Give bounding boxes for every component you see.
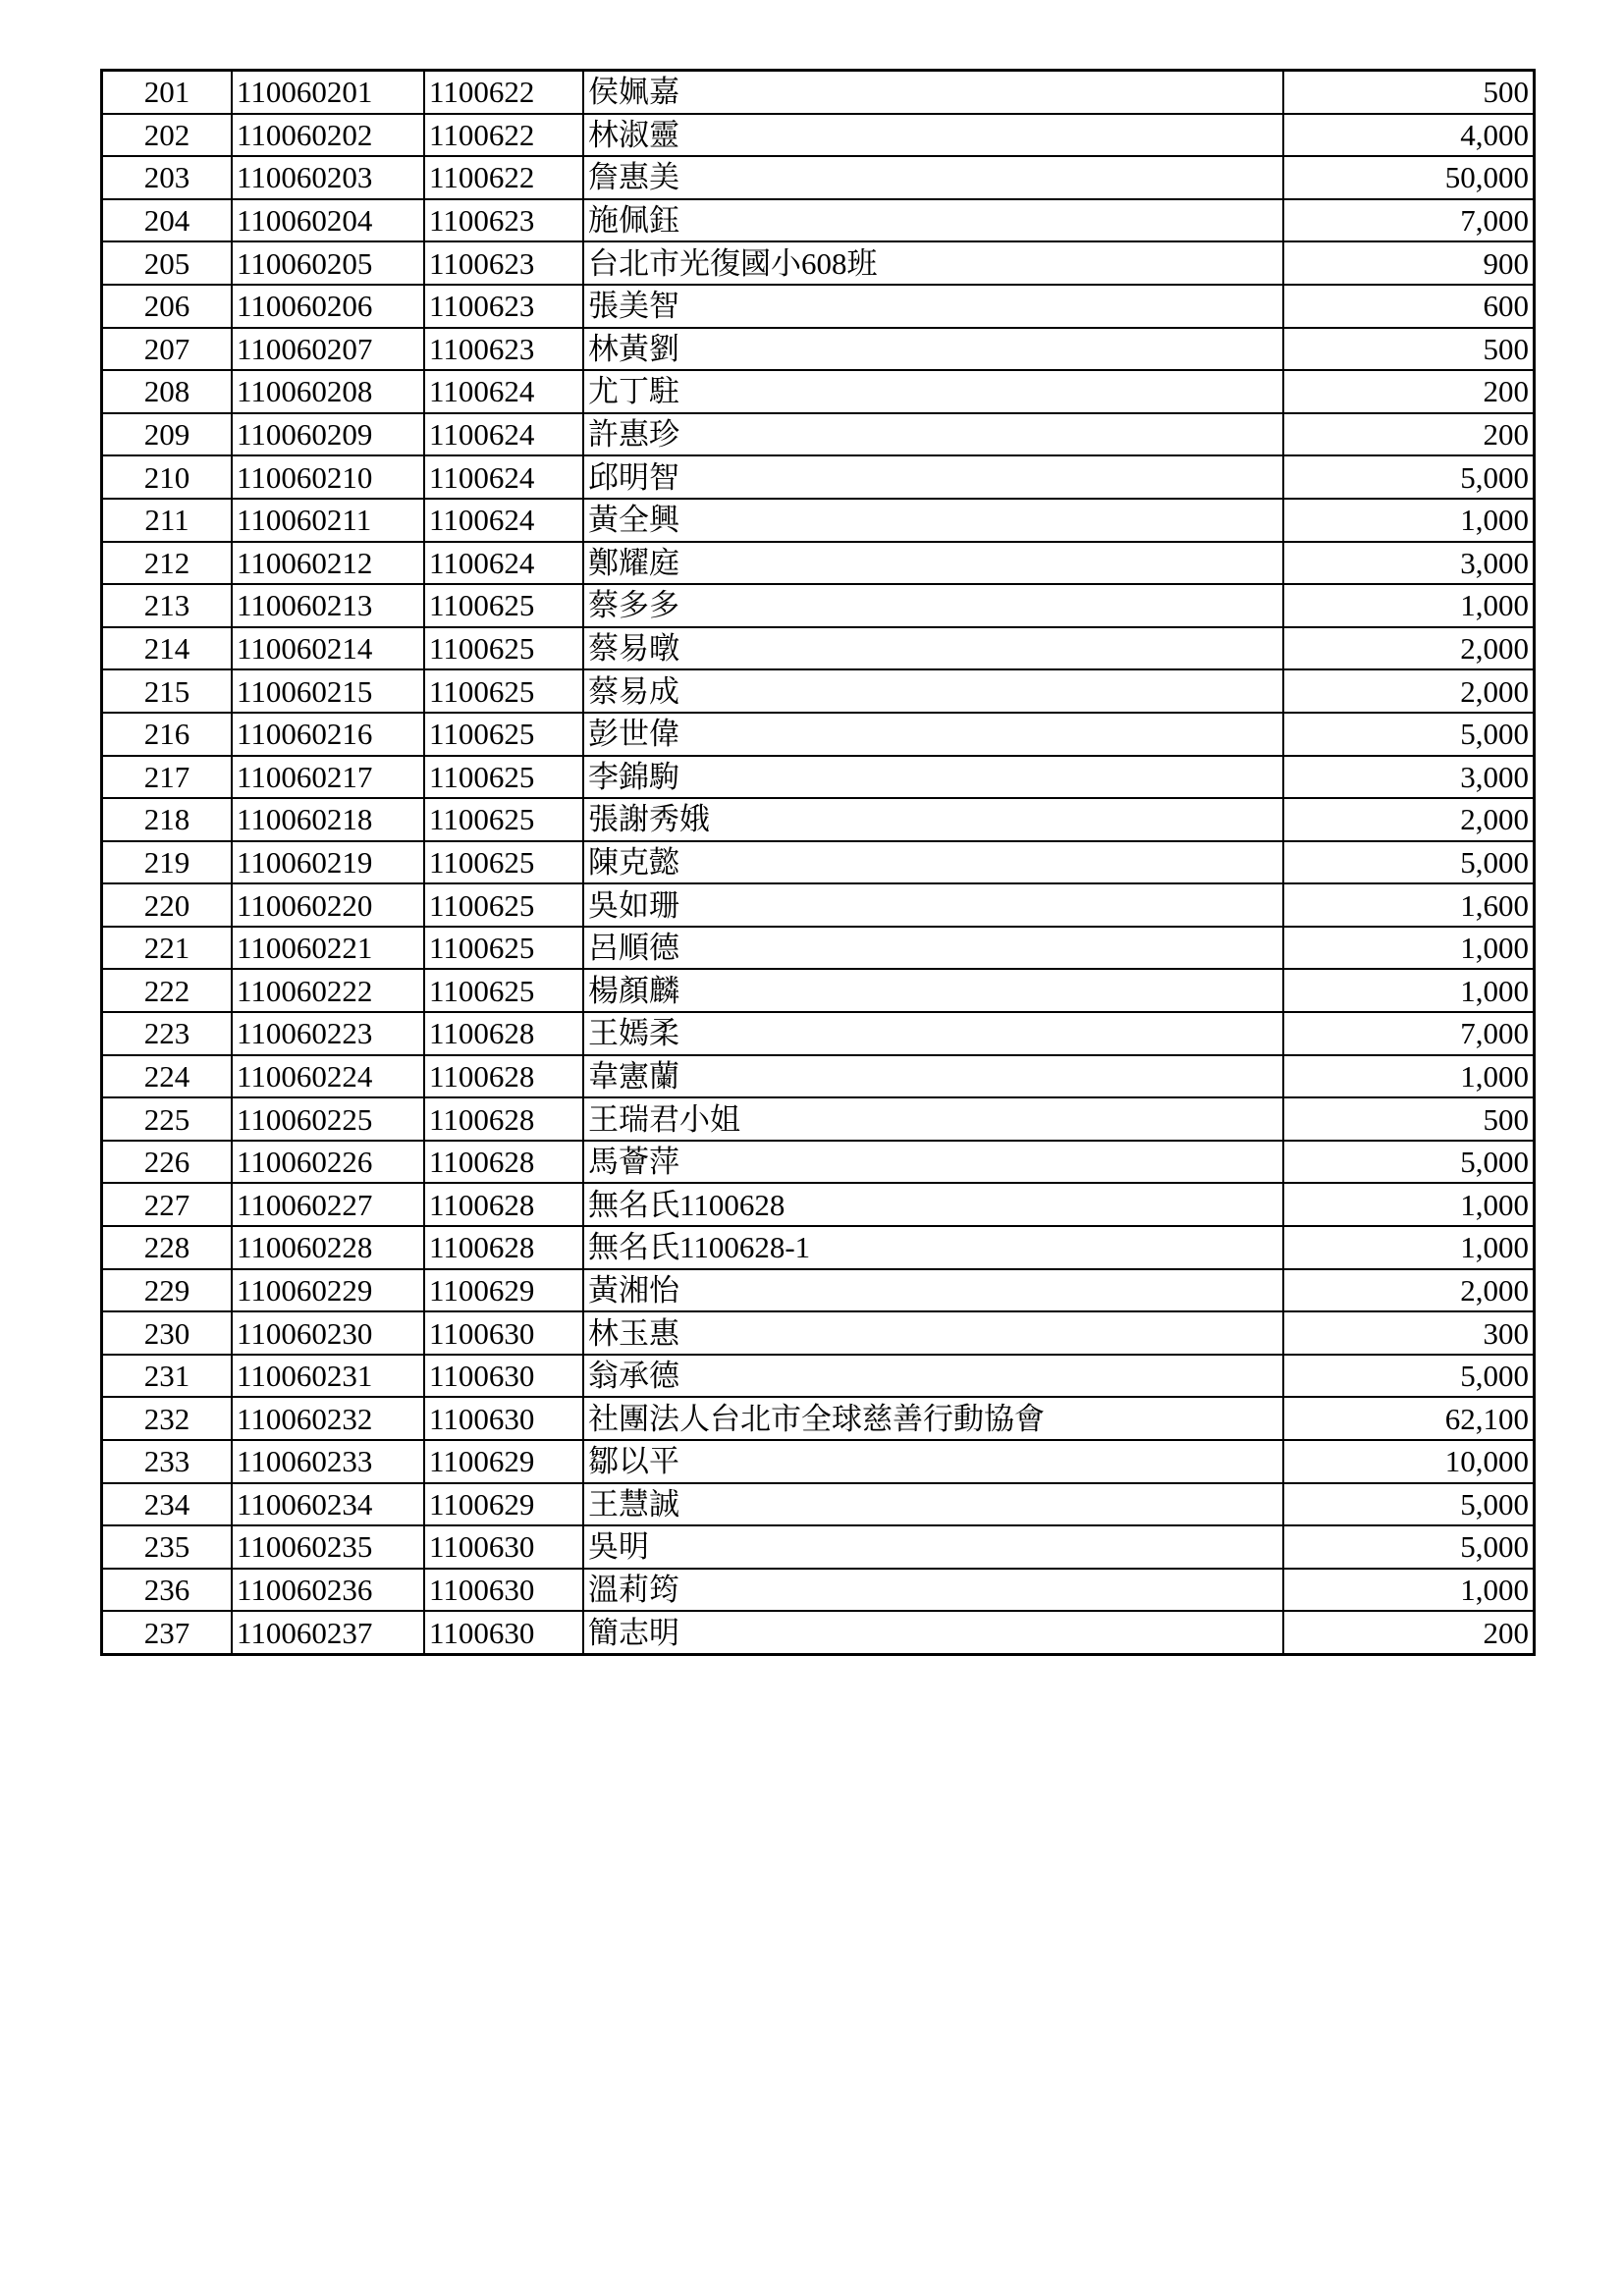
row-index-cell: 203 (102, 156, 233, 199)
receipt-number-cell: 110060204 (232, 199, 424, 242)
row-index-cell: 235 (102, 1525, 233, 1569)
table-row (102, 883, 1535, 927)
date-cell: 1100624 (424, 370, 583, 413)
table-row (102, 1311, 1535, 1355)
receipt-number-cell: 110060206 (232, 285, 424, 328)
row-index-cell: 236 (102, 1569, 233, 1612)
amount-cell: 2,000 (1283, 627, 1535, 670)
receipt-number-cell: 110060218 (232, 798, 424, 841)
row-index-cell: 210 (102, 455, 233, 499)
table-row (102, 713, 1535, 756)
donor-name-cell: 鄒以平 (583, 1440, 1283, 1483)
amount-cell: 2,000 (1283, 669, 1535, 713)
donor-name-cell: 無名氏1100628-1 (583, 1226, 1283, 1269)
row-index-cell: 232 (102, 1397, 233, 1440)
amount-cell: 1,000 (1283, 1055, 1535, 1098)
donor-name-cell: 李錦駒 (583, 756, 1283, 799)
donor-name-cell: 林黃劉 (583, 328, 1283, 371)
table-row (102, 1055, 1535, 1098)
date-cell: 1100623 (424, 328, 583, 371)
amount-cell: 4,000 (1283, 114, 1535, 157)
receipt-number-cell: 110060217 (232, 756, 424, 799)
receipt-number-cell: 110060220 (232, 883, 424, 927)
amount-cell: 7,000 (1283, 199, 1535, 242)
amount-cell: 200 (1283, 370, 1535, 413)
date-cell: 1100623 (424, 285, 583, 328)
amount-cell: 1,000 (1283, 1183, 1535, 1226)
date-cell: 1100623 (424, 241, 583, 285)
date-cell: 1100628 (424, 1226, 583, 1269)
table-row (102, 285, 1535, 328)
amount-cell: 10,000 (1283, 1440, 1535, 1483)
row-index-cell: 227 (102, 1183, 233, 1226)
row-index-cell: 229 (102, 1269, 233, 1312)
date-cell: 1100625 (424, 627, 583, 670)
amount-cell: 1,000 (1283, 927, 1535, 970)
receipt-number-cell: 110060232 (232, 1397, 424, 1440)
table-row (102, 71, 1535, 114)
row-index-cell: 202 (102, 114, 233, 157)
receipt-number-cell: 110060230 (232, 1311, 424, 1355)
donor-name-cell: 黃全興 (583, 499, 1283, 542)
date-cell: 1100628 (424, 1055, 583, 1098)
amount-cell: 5,000 (1283, 455, 1535, 499)
date-cell: 1100625 (424, 584, 583, 627)
amount-cell: 5,000 (1283, 1141, 1535, 1184)
date-cell: 1100625 (424, 798, 583, 841)
donor-name-cell: 侯姵嘉 (583, 71, 1283, 114)
donor-name-cell: 台北市光復國小608班 (583, 241, 1283, 285)
donor-name-cell: 蔡易成 (583, 669, 1283, 713)
donor-name-cell: 溫莉筠 (583, 1569, 1283, 1612)
date-cell: 1100625 (424, 883, 583, 927)
amount-cell: 62,100 (1283, 1397, 1535, 1440)
amount-cell: 5,000 (1283, 1525, 1535, 1569)
date-cell: 1100628 (424, 1183, 583, 1226)
receipt-number-cell: 110060221 (232, 927, 424, 970)
date-cell: 1100628 (424, 1097, 583, 1141)
table-row (102, 1440, 1535, 1483)
table-row (102, 1141, 1535, 1184)
donor-name-cell: 蔡易暾 (583, 627, 1283, 670)
donor-name-cell: 無名氏1100628 (583, 1183, 1283, 1226)
amount-cell: 2,000 (1283, 798, 1535, 841)
date-cell: 1100630 (424, 1311, 583, 1355)
amount-cell: 600 (1283, 285, 1535, 328)
receipt-number-cell: 110060233 (232, 1440, 424, 1483)
receipt-number-cell: 110060215 (232, 669, 424, 713)
amount-cell: 200 (1283, 1611, 1535, 1654)
table-row (102, 1226, 1535, 1269)
donor-name-cell: 呂順德 (583, 927, 1283, 970)
donor-name-cell: 張謝秀娥 (583, 798, 1283, 841)
receipt-number-cell: 110060219 (232, 841, 424, 884)
amount-cell: 3,000 (1283, 542, 1535, 585)
amount-cell: 1,000 (1283, 499, 1535, 542)
donor-name-cell: 張美智 (583, 285, 1283, 328)
receipt-number-cell: 110060214 (232, 627, 424, 670)
row-index-cell: 209 (102, 413, 233, 456)
date-cell: 1100625 (424, 713, 583, 756)
receipt-number-cell: 110060207 (232, 328, 424, 371)
table-row (102, 627, 1535, 670)
table-row (102, 455, 1535, 499)
donor-name-cell: 許惠珍 (583, 413, 1283, 456)
date-cell: 1100625 (424, 969, 583, 1012)
receipt-number-cell: 110060211 (232, 499, 424, 542)
row-index-cell: 220 (102, 883, 233, 927)
amount-cell: 5,000 (1283, 1355, 1535, 1398)
amount-cell: 1,000 (1283, 584, 1535, 627)
row-index-cell: 216 (102, 713, 233, 756)
row-index-cell: 218 (102, 798, 233, 841)
table-row (102, 156, 1535, 199)
receipt-number-cell: 110060210 (232, 455, 424, 499)
date-cell: 1100630 (424, 1355, 583, 1398)
row-index-cell: 230 (102, 1311, 233, 1355)
row-index-cell: 225 (102, 1097, 233, 1141)
table-row (102, 1483, 1535, 1526)
table-row (102, 1569, 1535, 1612)
row-index-cell: 228 (102, 1226, 233, 1269)
date-cell: 1100624 (424, 413, 583, 456)
row-index-cell: 221 (102, 927, 233, 970)
donor-name-cell: 彭世偉 (583, 713, 1283, 756)
table-row (102, 1397, 1535, 1440)
receipt-number-cell: 110060209 (232, 413, 424, 456)
row-index-cell: 222 (102, 969, 233, 1012)
receipt-number-cell: 110060224 (232, 1055, 424, 1098)
donor-name-cell: 尤丁駐 (583, 370, 1283, 413)
row-index-cell: 233 (102, 1440, 233, 1483)
amount-cell: 500 (1283, 1097, 1535, 1141)
date-cell: 1100630 (424, 1569, 583, 1612)
table-row (102, 756, 1535, 799)
receipt-number-cell: 110060201 (232, 71, 424, 114)
date-cell: 1100622 (424, 71, 583, 114)
date-cell: 1100622 (424, 114, 583, 157)
amount-cell: 1,000 (1283, 969, 1535, 1012)
amount-cell: 1,000 (1283, 1569, 1535, 1612)
row-index-cell: 217 (102, 756, 233, 799)
receipt-number-cell: 110060205 (232, 241, 424, 285)
table-row (102, 1611, 1535, 1654)
row-index-cell: 226 (102, 1141, 233, 1184)
receipt-number-cell: 110060223 (232, 1012, 424, 1055)
amount-cell: 1,000 (1283, 1226, 1535, 1269)
receipt-number-cell: 110060216 (232, 713, 424, 756)
table-row (102, 1355, 1535, 1398)
amount-cell: 5,000 (1283, 1483, 1535, 1526)
date-cell: 1100630 (424, 1611, 583, 1654)
donor-name-cell: 楊顏麟 (583, 969, 1283, 1012)
donor-name-cell: 吳明 (583, 1525, 1283, 1569)
table-row (102, 584, 1535, 627)
date-cell: 1100629 (424, 1440, 583, 1483)
amount-cell: 900 (1283, 241, 1535, 285)
table-row (102, 370, 1535, 413)
table-row (102, 413, 1535, 456)
date-cell: 1100630 (424, 1525, 583, 1569)
row-index-cell: 212 (102, 542, 233, 585)
row-index-cell: 207 (102, 328, 233, 371)
date-cell: 1100625 (424, 927, 583, 970)
amount-cell: 300 (1283, 1311, 1535, 1355)
table-row (102, 328, 1535, 371)
donor-name-cell: 韋憲蘭 (583, 1055, 1283, 1098)
row-index-cell: 213 (102, 584, 233, 627)
row-index-cell: 234 (102, 1483, 233, 1526)
donation-table (100, 69, 1536, 1656)
date-cell: 1100628 (424, 1141, 583, 1184)
row-index-cell: 215 (102, 669, 233, 713)
donor-name-cell: 施佩鈺 (583, 199, 1283, 242)
donation-table-body (102, 71, 1535, 1655)
amount-cell: 2,000 (1283, 1269, 1535, 1312)
receipt-number-cell: 110060227 (232, 1183, 424, 1226)
amount-cell: 3,000 (1283, 756, 1535, 799)
amount-cell: 500 (1283, 328, 1535, 371)
receipt-number-cell: 110060213 (232, 584, 424, 627)
receipt-number-cell: 110060228 (232, 1226, 424, 1269)
table-row (102, 499, 1535, 542)
row-index-cell: 208 (102, 370, 233, 413)
table-row (102, 1012, 1535, 1055)
donor-name-cell: 王嫣柔 (583, 1012, 1283, 1055)
date-cell: 1100628 (424, 1012, 583, 1055)
receipt-number-cell: 110060212 (232, 542, 424, 585)
date-cell: 1100622 (424, 156, 583, 199)
donor-name-cell: 王瑞君小姐 (583, 1097, 1283, 1141)
table-row (102, 1183, 1535, 1226)
row-index-cell: 211 (102, 499, 233, 542)
table-row (102, 841, 1535, 884)
donor-name-cell: 社團法人台北市全球慈善行動協會 (583, 1397, 1283, 1440)
receipt-number-cell: 110060234 (232, 1483, 424, 1526)
row-index-cell: 219 (102, 841, 233, 884)
table-row (102, 241, 1535, 285)
receipt-number-cell: 110060229 (232, 1269, 424, 1312)
receipt-number-cell: 110060203 (232, 156, 424, 199)
row-index-cell: 223 (102, 1012, 233, 1055)
date-cell: 1100629 (424, 1269, 583, 1312)
row-index-cell: 201 (102, 71, 233, 114)
table-row (102, 542, 1535, 585)
table-row (102, 1269, 1535, 1312)
receipt-number-cell: 110060237 (232, 1611, 424, 1654)
receipt-number-cell: 110060235 (232, 1525, 424, 1569)
table-row (102, 669, 1535, 713)
amount-cell: 5,000 (1283, 841, 1535, 884)
date-cell: 1100623 (424, 199, 583, 242)
receipt-number-cell: 110060208 (232, 370, 424, 413)
donor-name-cell: 簡志明 (583, 1611, 1283, 1654)
receipt-number-cell: 110060225 (232, 1097, 424, 1141)
row-index-cell: 237 (102, 1611, 233, 1654)
donor-name-cell: 馬薈萍 (583, 1141, 1283, 1184)
donor-name-cell: 王慧誠 (583, 1483, 1283, 1526)
table-row (102, 1097, 1535, 1141)
donor-name-cell: 邱明智 (583, 455, 1283, 499)
date-cell: 1100624 (424, 455, 583, 499)
amount-cell: 5,000 (1283, 713, 1535, 756)
receipt-number-cell: 110060226 (232, 1141, 424, 1184)
donor-name-cell: 鄭耀庭 (583, 542, 1283, 585)
date-cell: 1100625 (424, 669, 583, 713)
table-row (102, 927, 1535, 970)
donor-name-cell: 黃湘怡 (583, 1269, 1283, 1312)
table-row (102, 798, 1535, 841)
donor-name-cell: 詹惠美 (583, 156, 1283, 199)
row-index-cell: 231 (102, 1355, 233, 1398)
receipt-number-cell: 110060236 (232, 1569, 424, 1612)
amount-cell: 200 (1283, 413, 1535, 456)
receipt-number-cell: 110060202 (232, 114, 424, 157)
date-cell: 1100625 (424, 841, 583, 884)
amount-cell: 500 (1283, 71, 1535, 114)
table-row (102, 1525, 1535, 1569)
date-cell: 1100624 (424, 499, 583, 542)
amount-cell: 1,600 (1283, 883, 1535, 927)
receipt-number-cell: 110060222 (232, 969, 424, 1012)
receipt-number-cell: 110060231 (232, 1355, 424, 1398)
donor-name-cell: 林玉惠 (583, 1311, 1283, 1355)
table-row (102, 969, 1535, 1012)
row-index-cell: 214 (102, 627, 233, 670)
table-row (102, 199, 1535, 242)
row-index-cell: 206 (102, 285, 233, 328)
date-cell: 1100629 (424, 1483, 583, 1526)
row-index-cell: 205 (102, 241, 233, 285)
donor-name-cell: 吳如珊 (583, 883, 1283, 927)
date-cell: 1100625 (424, 756, 583, 799)
row-index-cell: 224 (102, 1055, 233, 1098)
date-cell: 1100630 (424, 1397, 583, 1440)
donor-name-cell: 蔡多多 (583, 584, 1283, 627)
row-index-cell: 204 (102, 199, 233, 242)
table-row (102, 114, 1535, 157)
donor-name-cell: 林淑靈 (583, 114, 1283, 157)
date-cell: 1100624 (424, 542, 583, 585)
donor-name-cell: 陳克懿 (583, 841, 1283, 884)
amount-cell: 7,000 (1283, 1012, 1535, 1055)
amount-cell: 50,000 (1283, 156, 1535, 199)
donor-name-cell: 翁承德 (583, 1355, 1283, 1398)
